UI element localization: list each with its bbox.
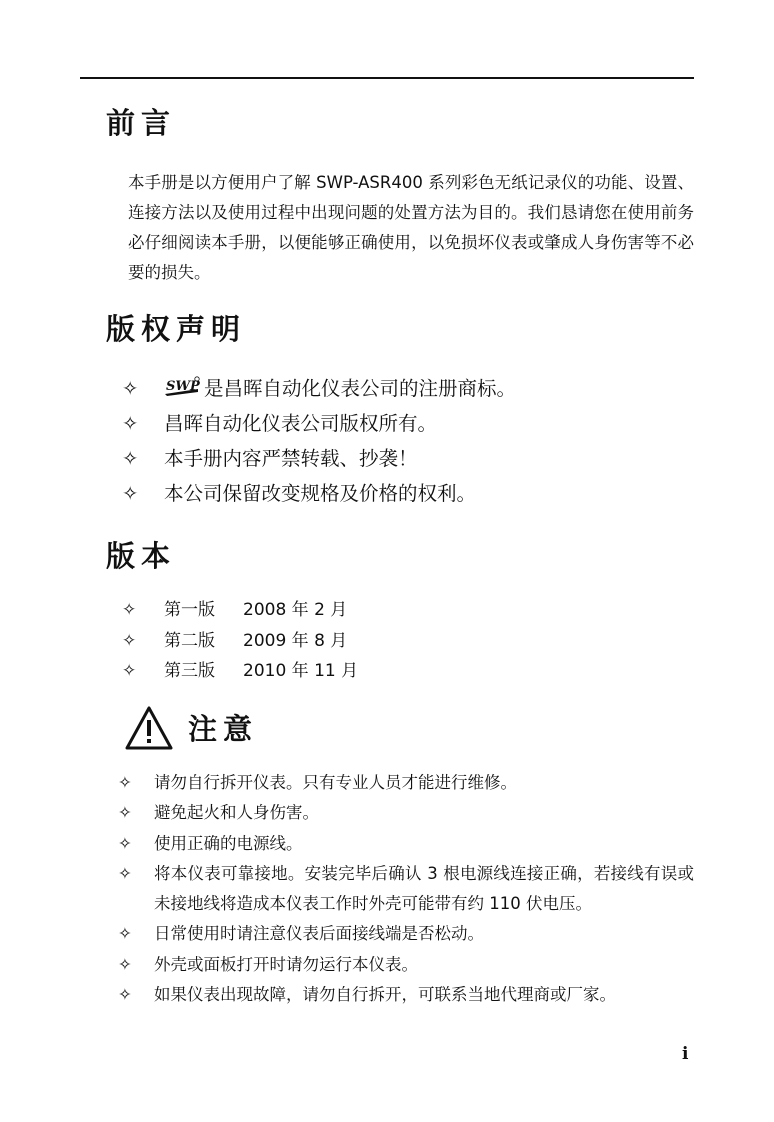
notice-heading: 注意 <box>188 712 259 746</box>
list-item <box>122 441 516 476</box>
bullet-diamond-icon: ✧ <box>118 924 132 944</box>
bullet-diamond-icon: ✧ <box>122 412 139 435</box>
version-list <box>122 595 358 687</box>
swp-logo-icon <box>164 375 200 397</box>
version-date: 2010 年 11 月 <box>243 661 359 681</box>
notice-item-text: 日常使用时请注意仪表后面接线端是否松动。 <box>154 924 484 944</box>
version-name: 第二版 <box>164 630 215 651</box>
version-date: 2009 年 8 月 <box>243 630 348 651</box>
copyright-item-text: 昌晖自动化仪表公司版权所有。 <box>164 412 438 435</box>
list-item <box>118 980 694 1010</box>
list-item <box>122 656 358 687</box>
list-item <box>118 798 694 828</box>
list-item <box>118 829 694 859</box>
version-date: 2008 年 2 月 <box>243 600 348 620</box>
bullet-diamond-icon: ✧ <box>122 447 139 470</box>
bullet-diamond-icon: ✧ <box>118 985 132 1005</box>
copyright-heading: 版权声明 <box>106 312 247 346</box>
bullet-diamond-icon: ✧ <box>122 377 139 400</box>
version-heading: 版本 <box>106 539 177 573</box>
version-name: 第三版 <box>164 661 215 681</box>
notice-item-text: 将本仪表可靠接地。安装完毕后确认 3 根电源线连接正确，若接线有误或未接地线将造成本仪表工作时外壳可能带有约 110 伏电压。 <box>154 863 694 914</box>
list-item <box>122 626 358 657</box>
bullet-diamond-icon: ✧ <box>118 954 132 974</box>
list-item <box>118 950 694 980</box>
notice-item-text: 避免起火和人身伤害。 <box>154 803 319 823</box>
list-item <box>122 595 358 626</box>
page-number: i <box>682 1044 689 1064</box>
preface-heading: 前言 <box>106 106 177 140</box>
header-rule <box>80 77 694 79</box>
bullet-diamond-icon: ✧ <box>122 600 137 620</box>
bullet-diamond-icon: ✧ <box>118 803 132 823</box>
notice-list <box>118 768 694 1010</box>
bullet-diamond-icon: ✧ <box>122 630 137 651</box>
notice-item-text: 外壳或面板打开时请勿运行本仪表。 <box>154 954 418 974</box>
list-item <box>118 768 694 798</box>
list-item <box>118 919 694 949</box>
warning-triangle-icon <box>124 705 174 751</box>
list-item <box>122 406 516 441</box>
copyright-item-text: 是昌晖自动化仪表公司的注册商标。 <box>204 377 517 400</box>
preface-paragraph: 本手册是以方便用户了解 SWP-ASR400 系列彩色无纸记录仪的功能、设置、连接方法以及使用过程中出现问题的处置方法为目的。我们恳请您在使用前务必仔细阅读本手册，以便能够正确使用，以免损坏仪表或肇成人身伤害等不必要的损失。 <box>128 173 694 282</box>
version-name: 第一版 <box>164 600 215 620</box>
copyright-item-text: 本公司保留改变规格及价格的权利。 <box>164 482 477 505</box>
notice-item-text: 如果仪表出现故障，请勿自行拆开，可联系当地代理商或厂家。 <box>154 985 616 1005</box>
bullet-diamond-icon: ✧ <box>118 773 132 792</box>
bullet-diamond-icon: ✧ <box>122 661 137 681</box>
list-item <box>118 859 694 920</box>
list-item <box>122 371 516 406</box>
bullet-diamond-icon: ✧ <box>122 482 139 505</box>
notice-item-text: 请勿自行拆开仪表。只有专业人员才能进行维修。 <box>154 773 517 792</box>
copyright-item-text: 本手册内容严禁转载、抄袭！ <box>164 447 418 470</box>
bullet-diamond-icon: ✧ <box>118 863 132 883</box>
copyright-list <box>122 371 516 511</box>
list-item <box>122 476 516 511</box>
bullet-diamond-icon: ✧ <box>118 833 132 853</box>
notice-item-text: 使用正确的电源线。 <box>154 833 303 853</box>
logo-text: SWP <box>166 379 200 394</box>
